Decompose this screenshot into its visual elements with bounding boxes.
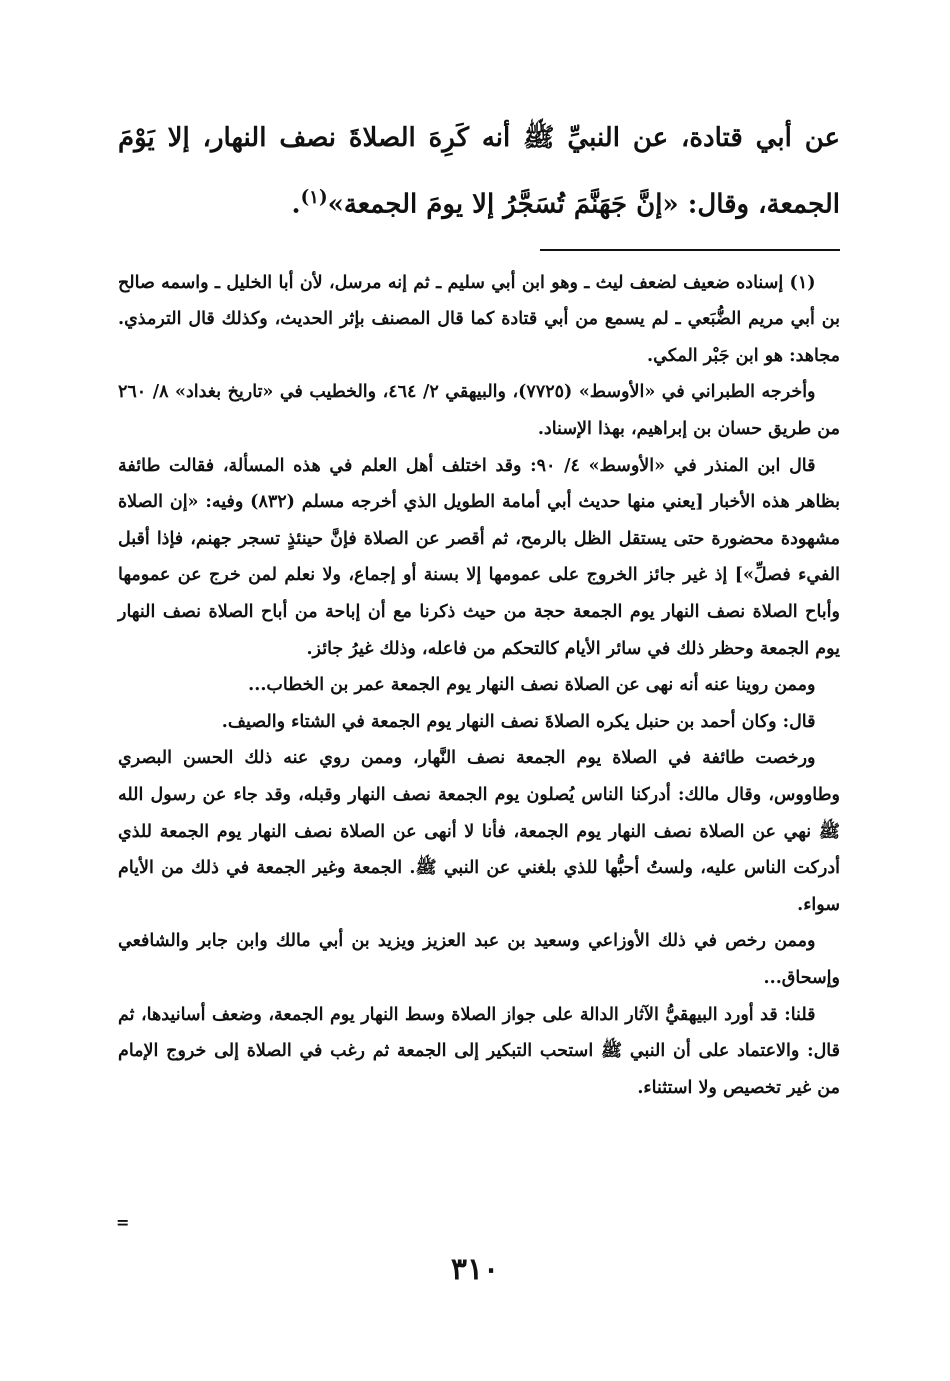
page-number: ٣١٠ xyxy=(450,1252,500,1287)
footnote-paragraph: وممن رخص في ذلك الأوزاعي وسعيد بن عبد العزيز ويزيد بن أبي مالك وابن جابر والشافعي وإسحاق... xyxy=(118,931,840,988)
hadith-body: عن أبي قتادة، عن النبيِّ ﷺ أنه كَرِهَ الصلاةَ نصف النهار، إلا يَوْمَ الجمعة، وقال: «إنَّ جَهَنَّمَ تُسَجَّرُ إلا يومَ الجمعة» xyxy=(118,123,840,220)
hadith-text xyxy=(118,108,840,235)
footnote-paragraph: وأخرجه الطبراني في «الأوسط» (٧٧٢٥)، والبيهقي ٢/ ٤٦٤، والخطيب في «تاريخ بغداد» ٨/ ٢٦٠ من طريق حسان بن إبراهيم، بهذا الإسناد. xyxy=(118,382,840,440)
footnote-paragraph: (١) إسناده ضعيف لضعف ليث ـ وهو ابن أبي سليم ـ ثم إنه مرسل، لأن أبا الخليل ـ واسمه صالح بن أبي مريم الضُّبَعي ـ لم يسمع من أبي قتادة كما قال المصنف بإثر الحديث، وكذلك قال الترمذي. مجاهد: هو ابن جَبْر المكي. xyxy=(118,272,840,366)
footnote-paragraph: قال ابن المنذر في «الأوسط» ٤/ ٩٠: وقد اختلف أهل العلم في هذه المسألة، فقالت طائفة بظاهر هذه الأخبار [يعني منها حديث أبي أمامة الطويل الذي أخرجه مسلم (٨٣٢) وفيه: «إن الصلاة مشهودة محضورة حتى يستقل الظل بالرمح، ثم أقصر عن الصلاة فإنَّ حينئذٍ تسجر جهنم، فإذا أقبل الفيء فصلِّ»] إذ غير جائز الخروج على عمومها إلا بسنة أو إجماع، ولا نعلم لمن خرج عن عمومها وأباح الصلاة نصف النهار يوم الجمعة حجة من حيث ذكرنا مع أن إباحة من أباح الصلاة نصف النهار يوم الجمعة وحظر ذلك في سائر الأيام كالتحكم من فاعله، وذلك غيرُ جائز. xyxy=(118,455,841,659)
footnote-paragraph: وممن روينا عنه أنه نهى عن الصلاة نصف النهار يوم الجمعة عمر بن الخطاب... xyxy=(248,675,816,696)
hadith-end-punctuation: . xyxy=(291,189,301,220)
footnote-paragraph: قال: وكان أحمد بن حنبل يكره الصلاةَ نصف النهار يوم الجمعة في الشتاء والصيف. xyxy=(221,711,816,732)
continuation-mark: = xyxy=(116,1213,130,1232)
footnote-section xyxy=(118,265,840,1107)
page-body xyxy=(118,108,840,1288)
footnote-separator xyxy=(540,249,840,251)
footnote-paragraph: ورخصت طائفة في الصلاة يوم الجمعة نصف النَّهار، وممن روي عنه ذلك الحسن البصري وطاووس، وقال مالك: أدركنا الناس يُصلون يوم الجمعة نصف النهار وقبله، وقد جاء عن رسول الله ﷺ نهي عن الصلاة نصف النهار يوم الجمعة، فأنا لا أنهى عن الصلاة نصف النهار يوم الجمعة للذي أدركت الناس عليه، ولستُ أحبُّها للذي بلغني عن النبي ﷺ. الجمعة وغير الجمعة في ذلك من الأيام سواء. xyxy=(118,748,840,915)
footnote-paragraph: قلنا: قد أورد البيهقيُّ الآثار الدالة على جواز الصلاة وسط النهار يوم الجمعة، وضعف أسانيدها، ثم قال: والاعتماد على أن النبي ﷺ استحب التبكير إلى الجمعة ثم رغب في الصلاة إلى خروج الإمام من غير تخصيص ولا استثناء. xyxy=(118,1004,840,1098)
footnote-marker: (١) xyxy=(300,187,328,208)
